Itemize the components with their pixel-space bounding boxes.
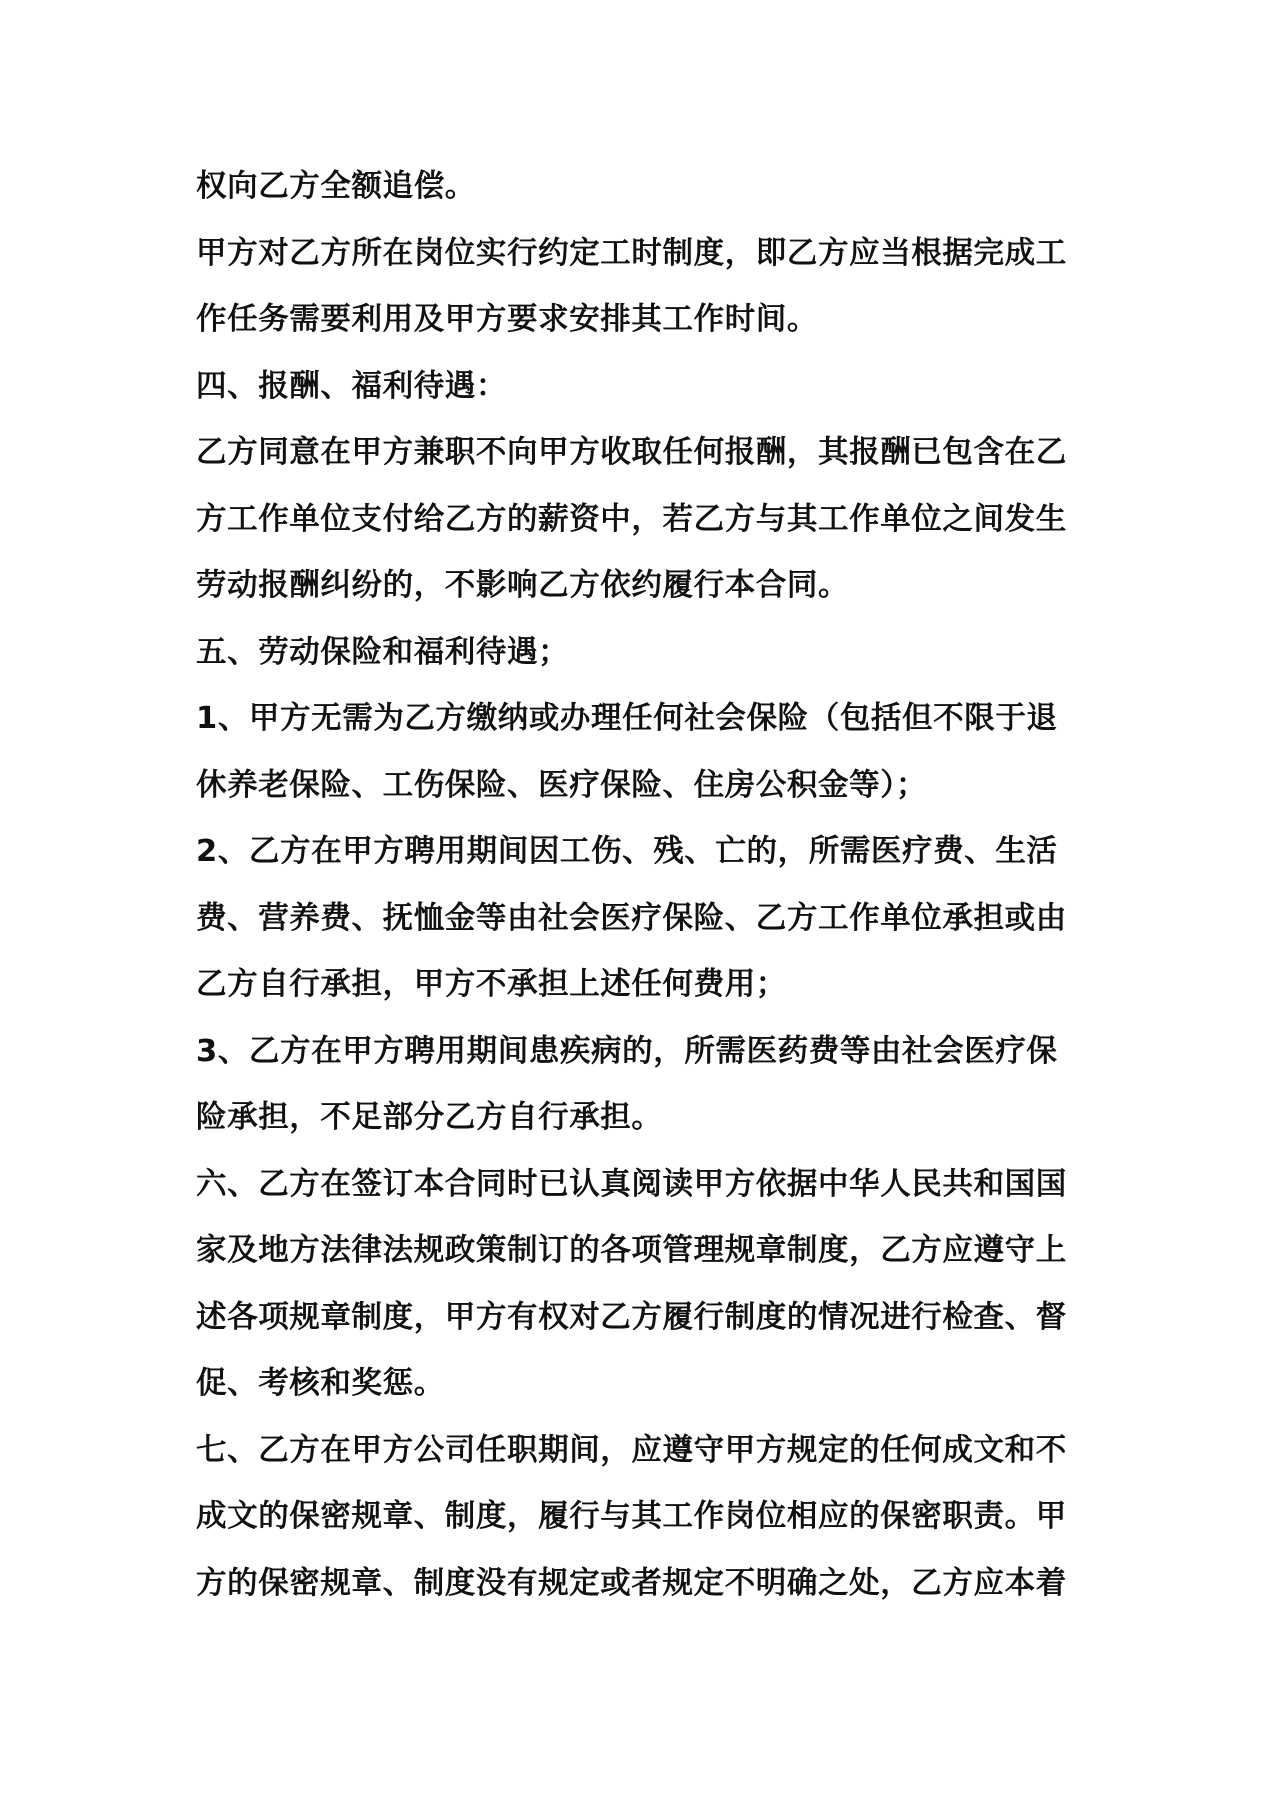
- text-line: 甲方对乙方所在岗位实行约定工时制度，即乙方应当根据完成工: [196, 235, 1067, 271]
- section-heading-4: 四、报酬、福利待遇：: [196, 368, 507, 404]
- text-line: 休养老保险、工伤保险、医疗保险、住房公积金等）；: [196, 767, 928, 803]
- text-line: 作任务需要利用及甲方要求安排其工作时间。: [196, 302, 818, 337]
- text-line: 费、营养费、抚恤金等由社会医疗保险、乙方工作单位承担或由: [196, 900, 1067, 936]
- text-line: 方的保密规章、制度没有规定或者规定不明确之处，乙方应本着: [196, 1565, 1067, 1601]
- text-line: 乙方自行承担，甲方不承担上述任何费用；: [196, 967, 787, 1002]
- section-heading-6: 六、乙方在签订本合同时已认真阅读甲方依据中华人民共和国国: [196, 1166, 1067, 1202]
- text-line: 乙方同意在甲方兼职不向甲方收取任何报酬，其报酬已包含在乙: [196, 435, 1067, 470]
- text-line: 方工作单位支付给乙方的薪资中，若乙方与其工作单位之间发生: [196, 501, 1067, 537]
- text-line: 促、考核和奖惩。: [196, 1366, 445, 1401]
- text-line: 述各项规章制度，甲方有权对乙方履行制度的情况进行检查、督: [196, 1299, 1067, 1335]
- text-line: 成文的保密规章、制度，履行与其工作岗位相应的保密职责。甲: [196, 1499, 1067, 1534]
- contract-text-body: [196, 154, 1092, 1617]
- text-line: 权向乙方全额追偿。: [196, 169, 476, 204]
- text-line: 2、乙方在甲方聘用期间因工伤、残、亡的，所需医疗费、生活: [196, 834, 1058, 869]
- text-line: 劳动报酬纠纷的，不影响乙方依约履行本合同。: [196, 568, 850, 603]
- text-line: 险承担，不足部分乙方自行承担。: [196, 1100, 663, 1135]
- text-line: 家及地方法律法规政策制订的各项管理规章制度，乙方应遵守上: [196, 1233, 1067, 1268]
- section-heading-5: 五、劳动保险和福利待遇；: [196, 634, 570, 670]
- text-line: 1、甲方无需为乙方缴纳或办理任何社会保险（包括但不限于退: [196, 701, 1058, 736]
- section-heading-7: 七、乙方在甲方公司任职期间，应遵守甲方规定的任何成文和不: [196, 1432, 1067, 1468]
- text-line: 3、乙方在甲方聘用期间患疾病的，所需医药费等由社会医疗保: [196, 1033, 1058, 1069]
